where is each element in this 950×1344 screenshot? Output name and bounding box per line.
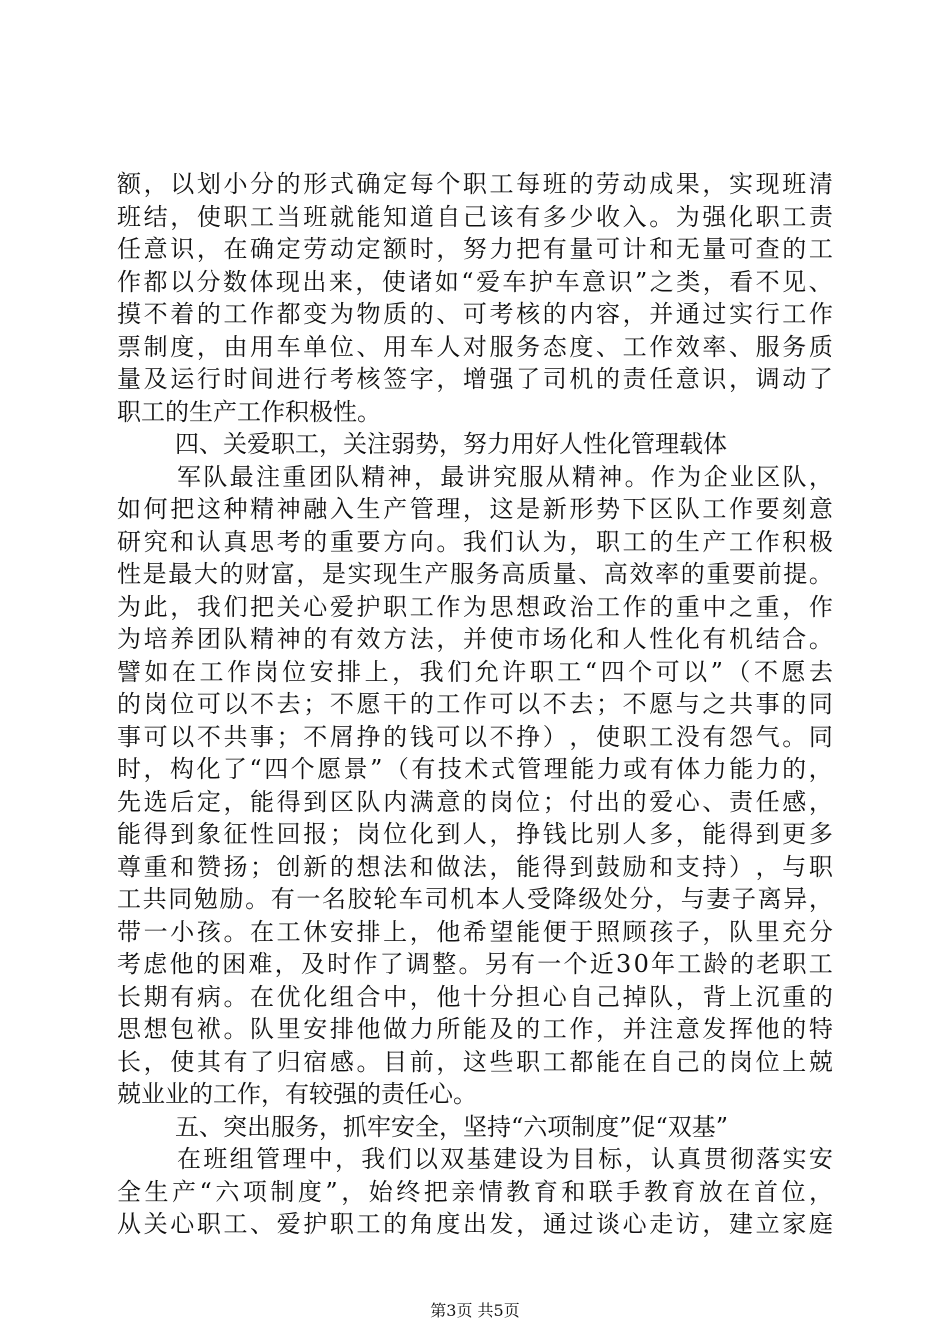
- text-line: 为 此 ， 我 们 把 关 心 爱 护 职 工 作 为 思 想 政 治 工 作 的 重 中 之 重 ， 作: [117, 592, 833, 621]
- text-line: 全 生 产 “ 六 项 制 度 ” ， 始 终 把 亲 情 教 育 和 联 手 教 育 放 在 首 位 ，: [117, 1177, 833, 1206]
- text-line: 长 期 有 病 。 在 优 化 组 合 中 ， 他 十 分 担 心 自 己 掉 队 ， 背 上 沉 重 的: [117, 982, 833, 1011]
- text-line: 时 ， 构 化 了 “ 四 个 愿 景 ” （ 有 技 术 式 管 理 能 力 或 有 体 力 能 力 的 ，: [117, 755, 833, 783]
- text-line: 量 及 运 行 时 间 进 行 考 核 签 字 ， 增 强 了 司 机 的 责 任 意 识 ， 调 动 了: [117, 365, 833, 393]
- text-line: 事 可 以 不 共 事 ； 不 屑 挣 的 钱 可 以 不 挣 ） ， 使 职 工 没 有 怨 气 。 同: [117, 722, 833, 751]
- text-line: 譬 如 在 工 作 岗 位 安 排 上 ， 我 们 允 许 职 工 “ 四 个 可 以 ” （ 不 愿 去: [117, 657, 833, 686]
- text-line: 在 班 组 管 理 中 ， 我 们 以 双 基 建 设 为 目 标 ， 认 真 贯 彻 落 实 安: [177, 1145, 833, 1173]
- text-line: 作 都 以 分 数 体 现 出 来 ， 使 诸 如 “ 爱 车 护 车 意 识 ” 之 类 ， 看 不 见 、: [117, 267, 833, 296]
- text-line: 带 一 小 孩 。 在 工 休 安 排 上 ， 他 希 望 能 便 于 照 顾 孩 子 ， 队 里 充 分: [117, 917, 833, 946]
- text-line: 兢业业的工作，有较强的责任心。: [117, 1080, 477, 1108]
- text-line: 为 培 养 团 队 精 神 的 有 效 方 法 ， 并 使 市 场 化 和 人 性 化 有 机 结 合 。: [117, 625, 833, 653]
- text-line: 摸 不 着 的 工 作 都 变 为 物 质 的 、 可 考 核 的 内 容 ， 并 通 过 实 行 工 作: [117, 300, 833, 328]
- text-line: 从 关 心 职 工 、 爱 护 职 工 的 角 度 出 发 ， 通 过 谈 心 走 访 ， 建 立 家 庭: [117, 1210, 833, 1238]
- text-line: 任 意 识 ， 在 确 定 劳 动 定 额 时 ， 努 力 把 有 量 可 计 和 无 量 可 查 的 工: [117, 235, 833, 263]
- document-body: [117, 168, 833, 1241]
- section-heading: 五、突出服务，抓牢安全，坚持“六项制度”促“双基”: [175, 1112, 729, 1141]
- text-line: 票 制 度 ， 由 用 车 单 位 、 用 车 人 对 服 务 态 度 、 工 作 效 率 、 服 务 质: [117, 332, 833, 361]
- text-line: 如 何 把 这 种 精 神 融 入 生 产 管 理 ， 这 是 新 形 势 下 区 队 工 作 要 刻 意: [117, 495, 833, 523]
- text-line: 考 虑 他 的 困 难 ， 及 时 作 了 调 整 。 另 有 一 个 近 3 0 年 工 龄 的 老 职 工: [117, 950, 833, 978]
- text-line: 的 岗 位 可 以 不 去 ； 不 愿 干 的 工 作 可 以 不 去 ； 不 愿 与 之 共 事 的 同: [117, 690, 833, 718]
- page-footer: 第3页 共5页: [430, 1301, 520, 1320]
- text-line: 性 是 最 大 的 财 富 ， 是 实 现 生 产 服 务 高 质 量 、 高 效 率 的 重 要 前 提 。: [117, 560, 833, 588]
- text-line: 长 ， 使 其 有 了 归 宿 感 。 目 前 ， 这 些 职 工 都 能 在 自 己 的 岗 位 上 兢: [117, 1047, 833, 1076]
- text-line: 职工的生产工作积极性。: [117, 397, 381, 426]
- text-line: 工 共 同 勉 励 。 有 一 名 胶 轮 车 司 机 本 人 受 降 级 处 分 ， 与 妻 子 离 异 ，: [117, 885, 833, 913]
- text-line: 军 队 最 注 重 团 队 精 神 ， 最 讲 究 服 从 精 神 。 作 为 企 业 区 队 ，: [177, 462, 833, 491]
- text-line: 额 ， 以 划 小 分 的 形 式 确 定 每 个 职 工 每 班 的 劳 动 成 果 ， 实 现 班 清: [117, 170, 833, 198]
- text-line: 先 选 后 定 ， 能 得 到 区 队 内 满 意 的 岗 位 ； 付 出 的 爱 心 、 责 任 感 ，: [117, 787, 833, 816]
- text-line: 思 想 包 袱 。 队 里 安 排 他 做 力 所 能 及 的 工 作 ， 并 注 意 发 挥 他 的 特: [117, 1015, 833, 1043]
- text-line: 尊 重 和 赞 扬 ； 创 新 的 想 法 和 做 法 ， 能 得 到 鼓 励 和 支 持 ） ， 与 职: [117, 852, 833, 881]
- text-line: 研 究 和 认 真 思 考 的 重 要 方 向 。 我 们 认 为 ， 职 工 的 生 产 工 作 积 极: [117, 527, 833, 556]
- text-line: 能 得 到 象 征 性 回 报 ； 岗 位 化 到 人 ， 挣 钱 比 别 人 多 ， 能 得 到 更 多: [117, 820, 833, 848]
- text-line: 班 结 ， 使 职 工 当 班 就 能 知 道 自 己 该 有 多 少 收 入 。 为 强 化 职 工 责: [117, 202, 833, 231]
- section-heading: 四、关爱职工，关注弱势，努力用好人性化管理载体: [175, 430, 727, 458]
